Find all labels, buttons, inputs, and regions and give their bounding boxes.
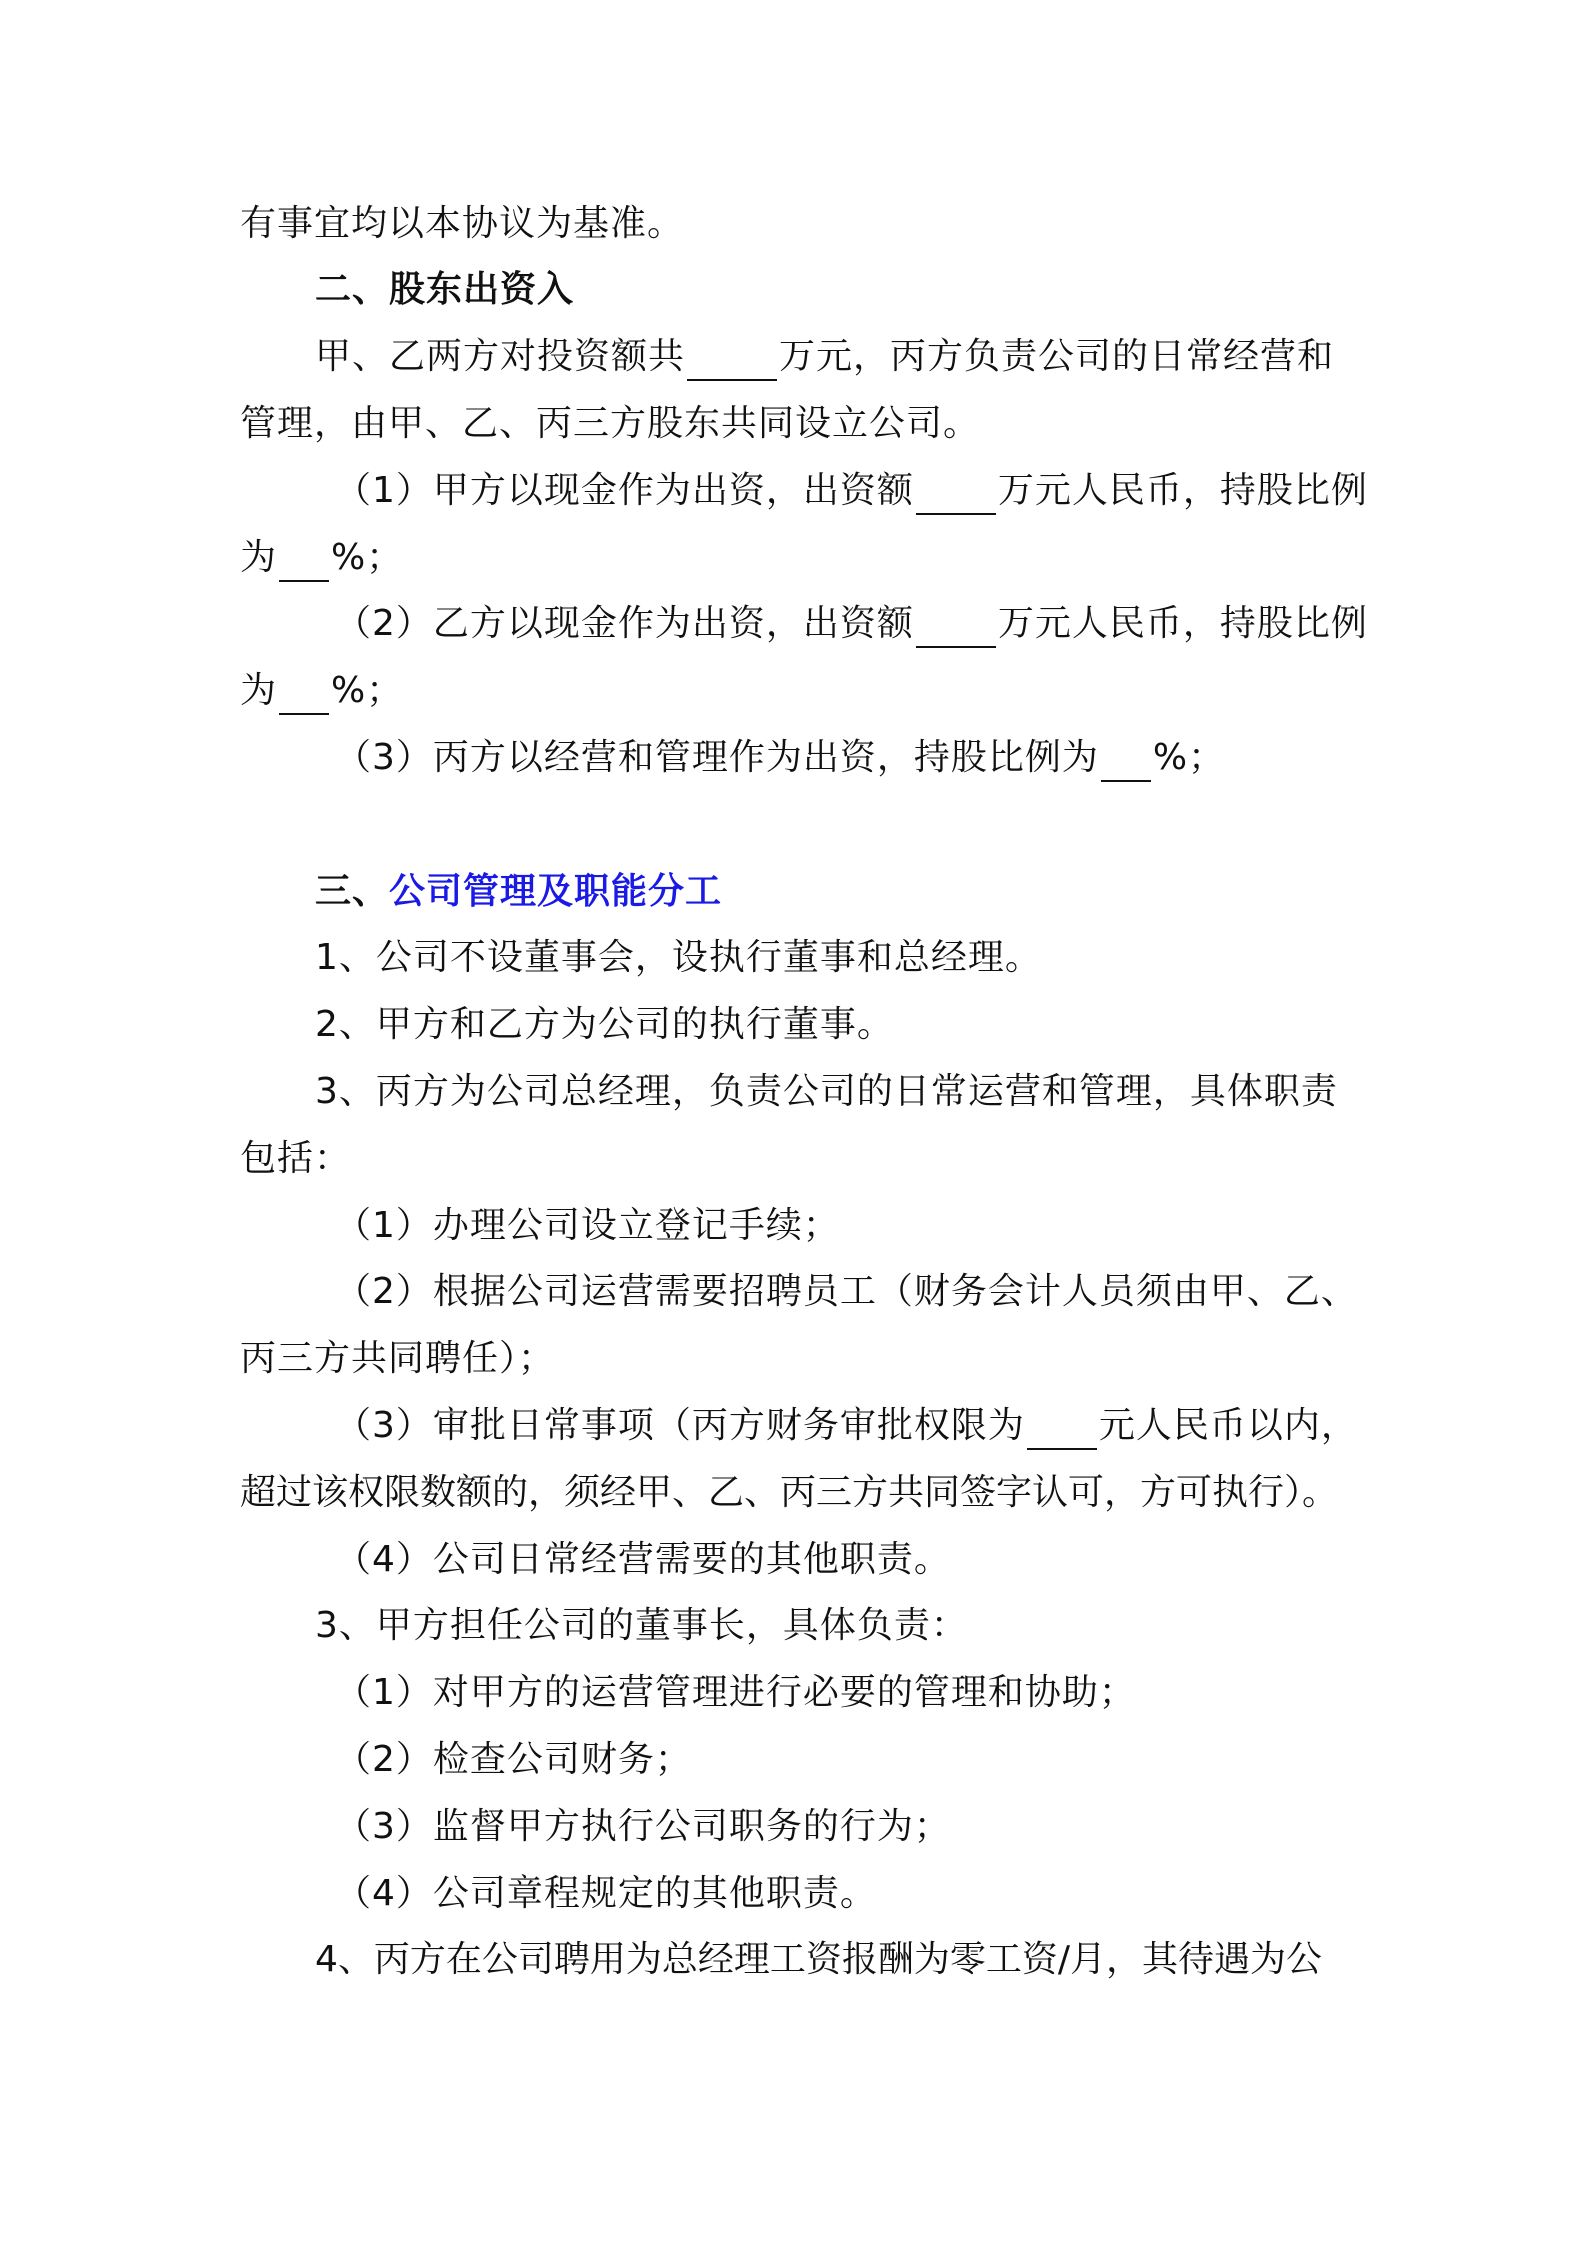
text: 3、甲方担任公司的董事长，具体负责：: [315, 1605, 968, 1646]
list-item: [335, 1870, 877, 1918]
list-item: [335, 1803, 951, 1851]
text: （3）审批日常事项（丙方财务审批权限为: [335, 1405, 1025, 1446]
text: （2）根据公司运营需要招聘员工（财务会计人员须由甲、乙、: [335, 1271, 1358, 1312]
text: （2）乙方以现金作为出资，出资额: [335, 603, 914, 644]
fill-in-blank: [279, 675, 329, 715]
text: 为: [240, 670, 278, 711]
fill-in-blank: [1027, 1410, 1097, 1450]
text: 2、甲方和乙方为公司的执行董事。: [315, 1004, 894, 1045]
paragraph-line: [315, 333, 1334, 381]
text: 为: [240, 537, 278, 578]
list-item: [335, 600, 1368, 648]
text: %；: [331, 670, 404, 711]
list-item: [335, 1536, 951, 1584]
list-item: [335, 1669, 1136, 1717]
list-item: [335, 467, 1368, 515]
text: 包括：: [240, 1138, 352, 1179]
text: 4、丙方在公司聘用为总经理工资报酬为零工资/月，其待遇为公: [315, 1939, 1323, 1980]
text: %；: [331, 537, 404, 578]
paragraph-line: [315, 1001, 894, 1049]
text: （4）公司日常经营需要的其他职责。: [335, 1539, 951, 1580]
section-heading-2: [315, 266, 574, 314]
heading-link-text: 公司管理及职能分工: [389, 871, 723, 912]
text: 甲、乙两方对投资额共: [315, 336, 686, 377]
fill-in-blank: [687, 341, 777, 381]
text: 管理，由甲、乙、丙三方股东共同设立公司。: [240, 403, 981, 444]
paragraph-line: [240, 1335, 555, 1383]
paragraph-line: [315, 934, 1042, 982]
heading-text: 二、股东出资入: [315, 269, 575, 310]
text: （3）监督甲方执行公司职务的行为；: [335, 1806, 951, 1847]
text: 丙三方共同聘任）；: [240, 1338, 556, 1379]
text: 万元人民币，持股比例: [997, 603, 1368, 644]
text: （4）公司章程规定的其他职责。: [335, 1873, 877, 1914]
list-item: [335, 1736, 692, 1784]
text: 万元人民币，持股比例: [997, 470, 1368, 511]
list-item: [335, 1202, 840, 1250]
list-item: [335, 1268, 1358, 1316]
text: 有事宜均以本协议为基准。: [240, 203, 685, 244]
paragraph-line: [315, 1602, 968, 1650]
heading-number: 三、: [315, 871, 390, 912]
text: 3、丙方为公司总经理，负责公司的日常运营和管理，具体职责: [315, 1071, 1338, 1112]
paragraph-line: [240, 400, 980, 448]
fill-in-blank: [1101, 742, 1151, 782]
text: 超过该权限数额的，须经甲、乙、丙三方共同签字认可，方可执行）。: [240, 1472, 1339, 1513]
list-item: [335, 734, 1225, 782]
list-item: [335, 1402, 1358, 1450]
paragraph-line: [315, 1936, 1322, 1984]
text: （1）甲方以现金作为出资，出资额: [335, 470, 914, 511]
text: （1）对甲方的运营管理进行必要的管理和协助；: [335, 1672, 1136, 1713]
text: 万元，丙方负责公司的日常经营和: [779, 336, 1335, 377]
paragraph-line: [240, 534, 403, 582]
paragraph-line: [240, 200, 684, 248]
text: 元人民币以内，: [1098, 1405, 1358, 1446]
fill-in-blank: [916, 475, 996, 515]
text: %；: [1152, 737, 1226, 778]
fill-in-blank: [916, 608, 996, 648]
paragraph-line: [240, 1469, 1338, 1517]
text: （3）丙方以经营和管理作为出资，持股比例为: [335, 737, 1099, 778]
paragraph-line: [315, 1068, 1338, 1116]
section-heading-3: [315, 868, 722, 916]
text: （1）办理公司设立登记手续；: [335, 1205, 840, 1246]
fill-in-blank: [279, 542, 329, 582]
paragraph-line: [240, 1135, 351, 1183]
paragraph-line: [240, 667, 403, 715]
text: 1、公司不设董事会，设执行董事和总经理。: [315, 937, 1042, 978]
text: （2）检查公司财务；: [335, 1739, 692, 1780]
